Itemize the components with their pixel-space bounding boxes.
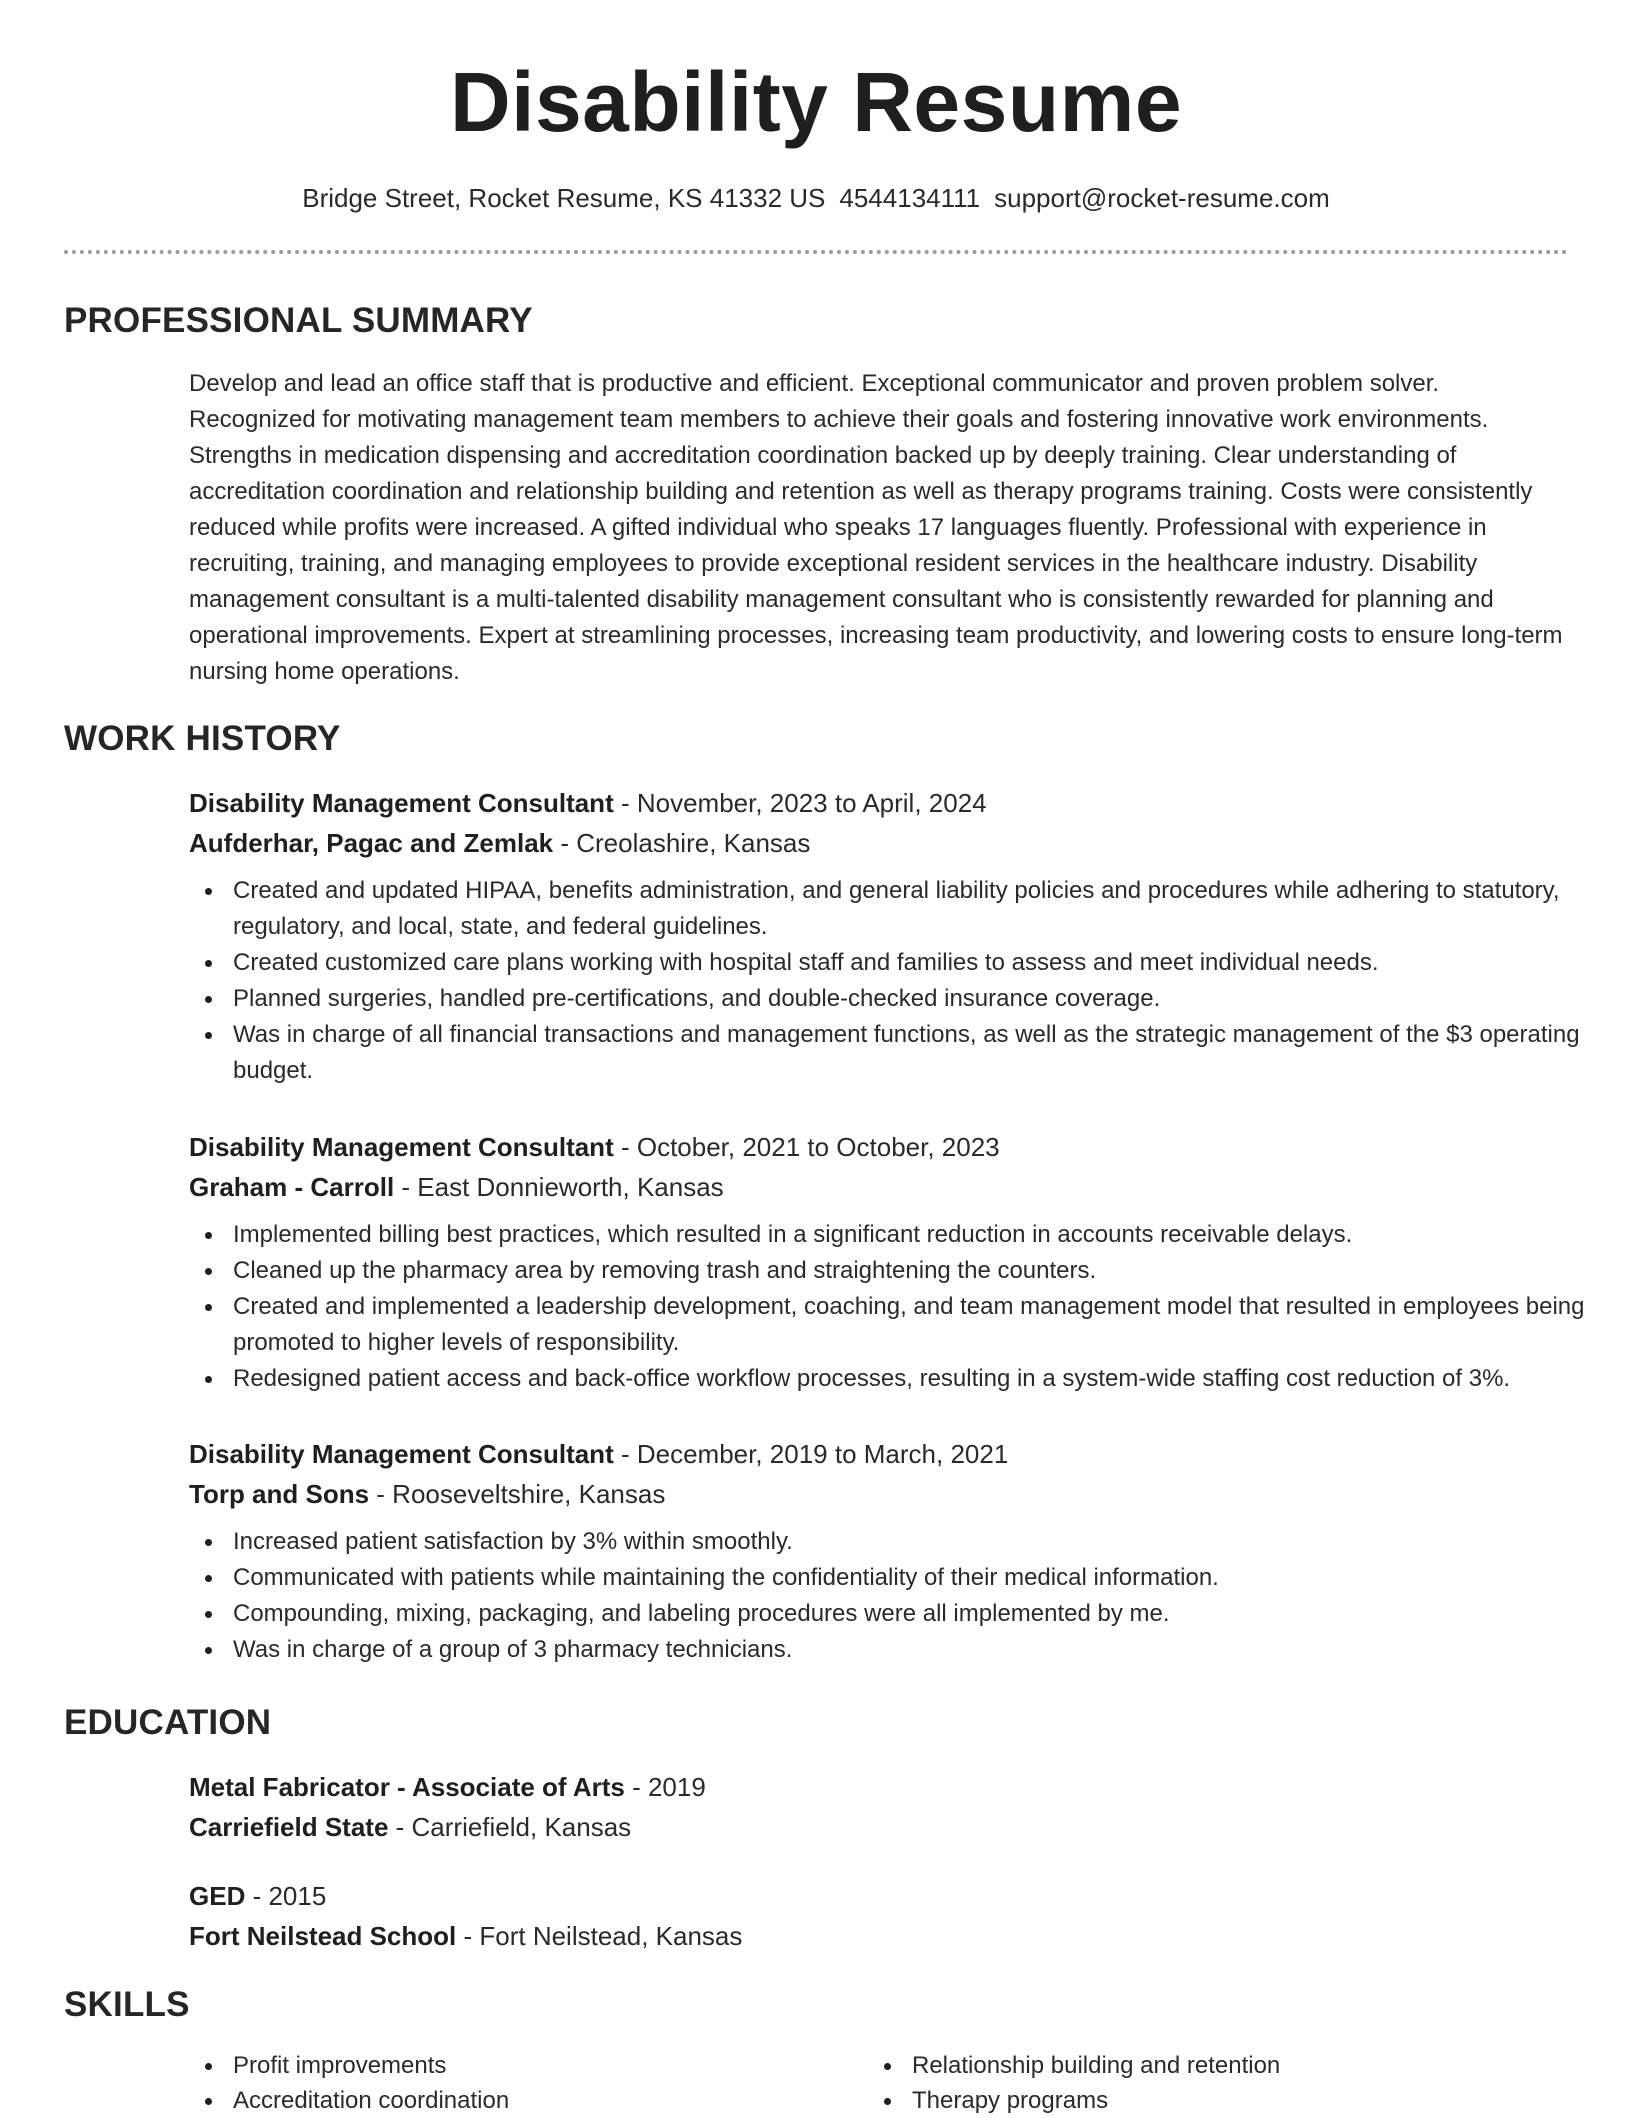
job-title: Disability Management Consultant — [189, 788, 614, 818]
job-bullets — [189, 873, 1589, 1089]
job-location: - Rooseveltshire, Kansas — [369, 1479, 666, 1509]
summary-text: Develop and lead an office staff that is productive and efficient. Exceptional communicator and proven problem solver. Recognized for motivating management team members to achieve their goals and fostering innovative work environments. Strengths in medication dispensing and accreditation coordination backed up by deeply training. Clear understanding of accreditation coordination and relationship building and retention as well as therapy programs training. Costs were consistently reduced while profits were increased. A gifted individual who speaks 17 languages fluently. Professional with experience in recruiting, training, and managing employees to provide exceptional resident services in the healthcare industry. Disability management consultant is a multi-talented disability management consultant who is consistently rewarded for planning and operational improvements. Expert at streamlining processes, increasing team productivity, and lowering costs to ensure long-term nursing home operations. — [189, 370, 1563, 685]
job-dates: - December, 2019 to March, 2021 — [613, 1439, 1009, 1469]
job-bullet: Was in charge of all financial transactions and management functions, as well as the strategic management of the $3 operating budget. — [189, 1017, 1589, 1089]
job-title-line — [189, 1434, 1589, 1474]
job-bullet: Created and updated HIPAA, benefits administration, and general liability policies and procedures while adhering to statutory, regulatory, and local, state, and federal guidelines. — [189, 873, 1589, 945]
section-title-skills: SKILLS — [64, 1985, 190, 2024]
education-entry — [189, 1876, 1589, 1956]
education-year: - 2019 — [624, 1772, 706, 1802]
job-bullet: Redesigned patient access and back-office workflow processes, resulting in a system-wide staffing cost reduction of 3%. — [189, 1361, 1589, 1397]
skill-item: Accreditation coordination — [189, 2083, 868, 2118]
contact-email: support@rocket-resume.com — [994, 183, 1330, 213]
job-dates: - November, 2023 to April, 2024 — [613, 788, 987, 818]
contact-address: Bridge Street, Rocket Resume, KS 41332 US — [302, 183, 826, 213]
work-entry — [189, 783, 1589, 1089]
education-location: - Carriefield, Kansas — [388, 1812, 632, 1842]
education-entry — [189, 1767, 1589, 1847]
skills-list — [189, 2048, 1569, 2118]
job-company: Graham - Carroll — [189, 1172, 395, 1202]
section-title-work-history: WORK HISTORY — [64, 719, 341, 758]
skill-item: Profit improvements — [189, 2048, 868, 2083]
job-title: Disability Management Consultant — [189, 1132, 614, 1162]
job-company: Aufderhar, Pagac and Zemlak — [189, 828, 554, 858]
job-company-line — [189, 1474, 1589, 1514]
work-entry — [189, 1127, 1589, 1397]
education-school: Carriefield State — [189, 1812, 389, 1842]
education-degree-line — [189, 1767, 1589, 1807]
job-location: - Creolashire, Kansas — [553, 828, 811, 858]
section-title-summary: PROFESSIONAL SUMMARY — [64, 301, 533, 340]
job-bullet: Implemented billing best practices, which resulted in a significant reduction in accounts receivable delays. — [189, 1217, 1589, 1253]
job-dates: - October, 2021 to October, 2023 — [613, 1132, 1000, 1162]
job-bullet: Compounding, mixing, packaging, and labeling procedures were all implemented by me. — [189, 1596, 1589, 1632]
education-degree-line — [189, 1876, 1589, 1916]
contact-phone: 4544134111 — [839, 183, 981, 213]
education-year: - 2015 — [245, 1881, 327, 1911]
job-bullet: Cleaned up the pharmacy area by removing trash and straightening the counters. — [189, 1253, 1589, 1289]
job-bullets — [189, 1524, 1589, 1668]
header-divider — [64, 250, 1568, 254]
job-company-line — [189, 1167, 1589, 1207]
job-bullet: Increased patient satisfaction by 3% within smoothly. — [189, 1524, 1589, 1560]
resume-name: Disability Resume — [449, 55, 1183, 149]
education-location: - Fort Neilstead, Kansas — [456, 1921, 743, 1951]
skill-item: Therapy programs — [868, 2083, 1547, 2118]
job-title-line — [189, 783, 1589, 823]
education-school-line — [189, 1916, 1589, 1956]
job-company-line — [189, 823, 1589, 863]
job-location: - East Donnieworth, Kansas — [394, 1172, 724, 1202]
education-school-line — [189, 1807, 1589, 1847]
job-bullet: Communicated with patients while maintaining the confidentiality of their medical information. — [189, 1560, 1589, 1596]
job-bullet: Created customized care plans working with hospital staff and families to assess and meet individual needs. — [189, 945, 1589, 981]
job-company: Torp and Sons — [189, 1479, 370, 1509]
job-title-line — [189, 1127, 1589, 1167]
education-degree: GED — [189, 1881, 246, 1911]
education-degree: Metal Fabricator - Associate of Arts — [189, 1772, 625, 1802]
job-title: Disability Management Consultant — [189, 1439, 614, 1469]
contact-line — [0, 180, 1632, 216]
education-school: Fort Neilstead School — [189, 1921, 457, 1951]
job-bullet: Was in charge of a group of 3 pharmacy technicians. — [189, 1632, 1589, 1668]
job-bullet: Created and implemented a leadership development, coaching, and team management model that resulted in employees being promoted to higher levels of responsibility. — [189, 1289, 1589, 1361]
job-bullets — [189, 1217, 1589, 1397]
work-entry — [189, 1434, 1589, 1668]
skill-item: Relationship building and retention — [868, 2048, 1547, 2083]
section-title-education: EDUCATION — [64, 1703, 272, 1742]
job-bullet: Planned surgeries, handled pre-certifications, and double-checked insurance coverage. — [189, 981, 1589, 1017]
